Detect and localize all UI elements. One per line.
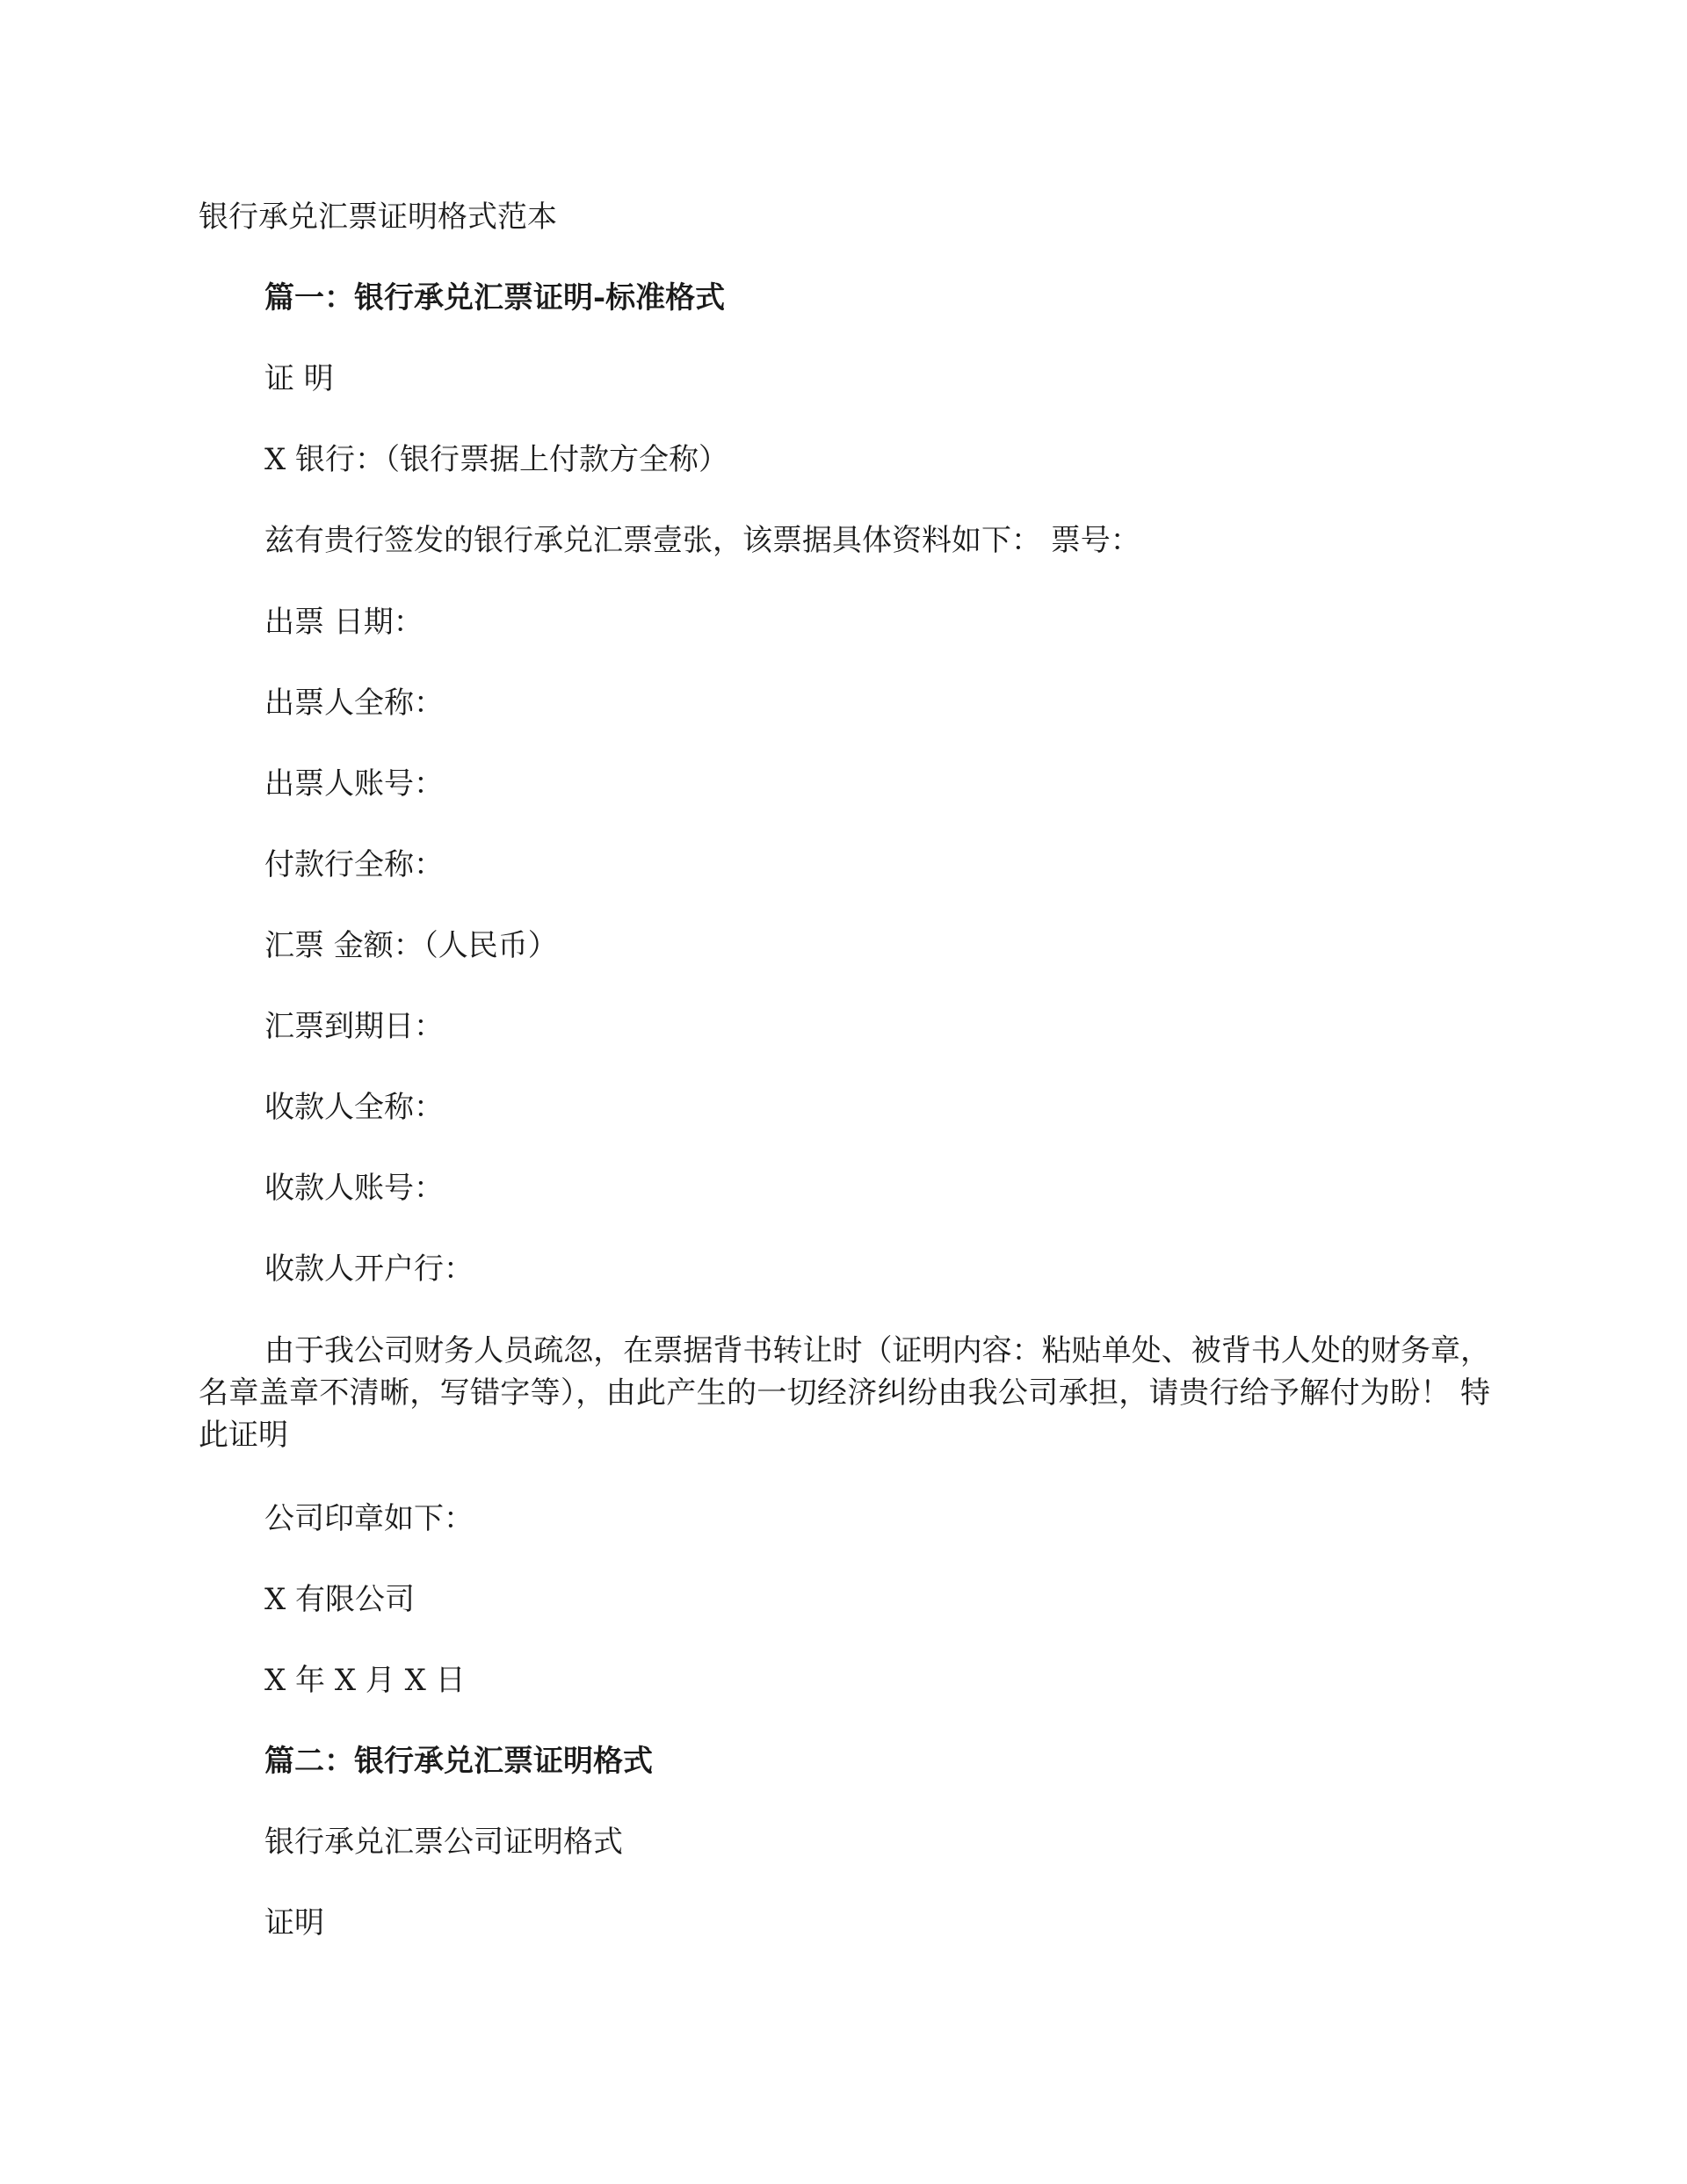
document-title: 银行承兑汇票证明格式范本 [199,200,557,235]
field-paying-bank: 付款行全称： [264,847,444,882]
field-drawer-account: 出票人账号： [264,766,444,802]
field-payee-account: 收款人账号： [264,1171,444,1206]
field-payee-bank: 收款人开户行： [264,1252,474,1287]
section2-subtitle: 银行承兑汇票公司证明格式 [264,1825,623,1860]
field-payee-name: 收款人全称： [264,1090,444,1125]
field-amount: 汇票 金额：（人民币） [264,928,558,963]
section1-heading: 篇一：银行承兑汇票证明-标准格式 [264,280,726,316]
document-date: X 年 X 月 X 日 [264,1663,466,1698]
seal-label: 公司印章如下： [264,1501,474,1536]
section2-certificate-label: 证明 [264,1905,324,1941]
intro-line: 兹有贵行签发的银行承兑汇票壹张，该票据具体资料如下： 票号： [264,523,1140,558]
certificate-label: 证 明 [264,361,334,396]
field-drawer-name: 出票人全称： [264,686,444,721]
company-name: X 有限公司 [264,1582,416,1617]
section2-heading: 篇二：银行承兑汇票证明格式 [264,1744,653,1779]
body-paragraph: 由于我公司财务人员疏忽，在票据背书转让时（证明内容：粘贴单处、被背书人处的财务章，名章盖章不清晰，写错字等），由此产生的一切经济纠纷由我公司承担，请贵行给予解付为盼！ 特此证明 [199,1333,1490,1453]
field-maturity-date: 汇票到期日： [264,1009,444,1044]
addressee-line: X 银行：（银行票据上付款方全称） [264,442,729,477]
field-issue-date: 出票 日期： [264,605,424,640]
